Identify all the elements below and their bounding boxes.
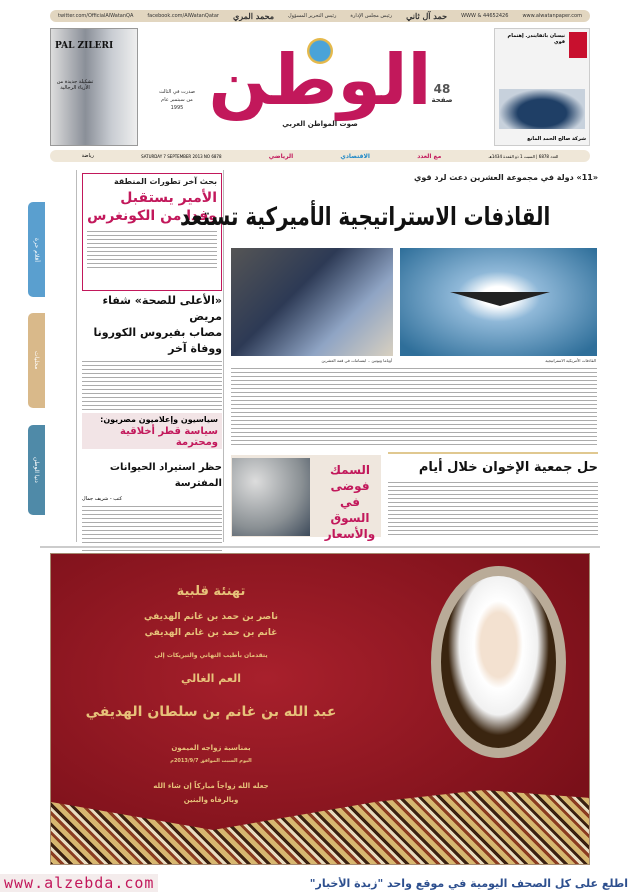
bomber-shape — [450, 292, 550, 306]
ad-relation: العم الغالي — [180, 672, 242, 685]
nav-left[interactable]: رياضة — [81, 153, 94, 159]
tab-world[interactable]: دنيا الوطن — [28, 425, 45, 515]
photo-caption: أوباما وبوتين .. ابتسامات في قمة العشرين — [321, 358, 392, 363]
tab-opinion[interactable]: أقلام حرة — [28, 202, 45, 297]
g20-leaders-photo — [231, 248, 393, 356]
car-ad-text: نيسان باثفايندر. إهتمام قوي — [507, 33, 565, 45]
ad-name: عبد الله بن غانم بن سلطان الهديفي — [85, 704, 337, 720]
top-info-bar — [50, 10, 590, 22]
nav-date: SATURDAY 7 SEPTEMBER 2013 NO 6878 — [141, 153, 222, 159]
footer-slogan: اطلع على كل الصحف اليومية في موقع واحد "زبدة الأخبار" — [309, 876, 628, 890]
page-count-label: صفحة — [431, 96, 453, 104]
story-byline: كتب - شريف جمال — [82, 496, 123, 502]
facebook-link[interactable]: facebook.com/AlWatanQatar — [147, 13, 219, 19]
page-count — [430, 82, 454, 104]
story-body — [82, 506, 222, 558]
brotherhood-headline[interactable]: حل جمعية الإخوان خلال أيام — [418, 460, 598, 475]
section-nav — [50, 150, 590, 162]
story-headline: «الأعلى للصحة» شفاء مريض — [102, 294, 222, 323]
editor-label: رئيس التحرير المسؤول — [288, 13, 337, 19]
ad-wish-1: جعله الله زواجاً مباركاً إن شاء الله — [153, 782, 269, 790]
ad-date: اليوم السبت الموافق 2013/9/7م — [170, 758, 252, 764]
car-ad-company: شركة صالح الحمد المانع — [527, 136, 586, 142]
story-headline: الأمير يستقبل وفدا من الكونغرس — [87, 190, 217, 224]
ad-wish-2: وبالرفاه والبنين — [183, 796, 239, 804]
page-count-number: 48 — [433, 82, 451, 96]
politics-story[interactable] — [82, 413, 222, 449]
newspaper-name: الوطن — [208, 39, 432, 121]
car-image — [499, 89, 585, 129]
story-headline: سياسة قطر أخلاقية ومحترمة — [120, 426, 218, 448]
column-divider — [76, 170, 77, 542]
nav-issue-info: العدد 6878 | السبت 1 ذو القعدة 1434هـ — [488, 153, 559, 159]
divider — [388, 452, 598, 454]
ad-text: تشكيلة جديدة من الأزياء الرجالية — [56, 79, 94, 91]
car-ad[interactable] — [494, 28, 590, 146]
chairman-label: رئيس مجلس الإدارة — [350, 13, 393, 19]
fish-headline: السمك فوضى في السوق والأسعار — [324, 463, 376, 541]
ad-line: يتقدمان بأطيب التهاني والتبريكات إلى — [154, 652, 268, 659]
phone: WWW & 44652426 — [461, 13, 509, 19]
nissan-logo-icon — [569, 32, 587, 58]
chairman-signature: حمد آل ثاني — [406, 11, 448, 21]
story-headline: حظر استيراد الحيوانات المفترسة — [109, 462, 222, 489]
ad-from-1: ناصر بن حمد بن غانم الهديفي — [144, 612, 278, 622]
nav-with-issue[interactable]: مع العدد — [417, 152, 442, 160]
twitter-link[interactable]: twitter.com/OfficialAlWatanQA — [58, 13, 134, 19]
footer-url[interactable]: www.alzebda.com — [0, 874, 158, 892]
lead-headline-container — [179, 192, 598, 244]
website-link[interactable]: www.alwatanpaper.com — [522, 13, 582, 19]
masthead-logo — [200, 40, 440, 135]
ad-title: تهنئة قلبية — [176, 584, 246, 599]
ad-occasion: بمناسبة زواجه الميمون — [171, 744, 251, 752]
story-kicker: سياسيون وإعلاميون مصريون: — [100, 415, 218, 424]
nav-economy[interactable]: الاقتصادي — [340, 152, 370, 160]
nav-sports[interactable]: الرياضي — [268, 152, 294, 160]
newspaper-slogan: صوت المواطن العربي — [282, 120, 358, 128]
congratulations-ad[interactable] — [50, 553, 590, 865]
divider — [40, 546, 600, 548]
ad-from-2: غانم بن حمد بن غانم الهديفي — [144, 628, 278, 638]
animals-story[interactable] — [82, 460, 222, 558]
story-kicker: بحث آخر تطورات المنطقة — [113, 177, 217, 186]
photo-caption: القاذفات الأمريكية الاستراتيجية — [545, 358, 596, 363]
story-subheadline: مصاب بفيروس الكورونا ووفاة آخر — [93, 326, 222, 355]
lead-kicker: «11» دولة في مجموعة العشرين دعت لرد قوي — [414, 173, 598, 182]
lead-story-body — [231, 368, 597, 448]
brotherhood-body — [388, 482, 598, 537]
ad-brand: PAL ZILERI — [55, 41, 114, 51]
tab-local[interactable]: محليات — [28, 313, 45, 408]
fish-photo — [232, 458, 310, 536]
footer-banner — [0, 872, 632, 894]
portrait-frame — [431, 566, 566, 758]
lead-headline[interactable]: القاذفات الاستراتيجية الأميركية تستعد — [179, 202, 550, 231]
editor-signature: محمد المري — [233, 11, 275, 21]
fashion-ad[interactable] — [50, 28, 138, 146]
founded-note: صدرت في الثالث من سبتمبر عام 1995 — [158, 89, 196, 111]
